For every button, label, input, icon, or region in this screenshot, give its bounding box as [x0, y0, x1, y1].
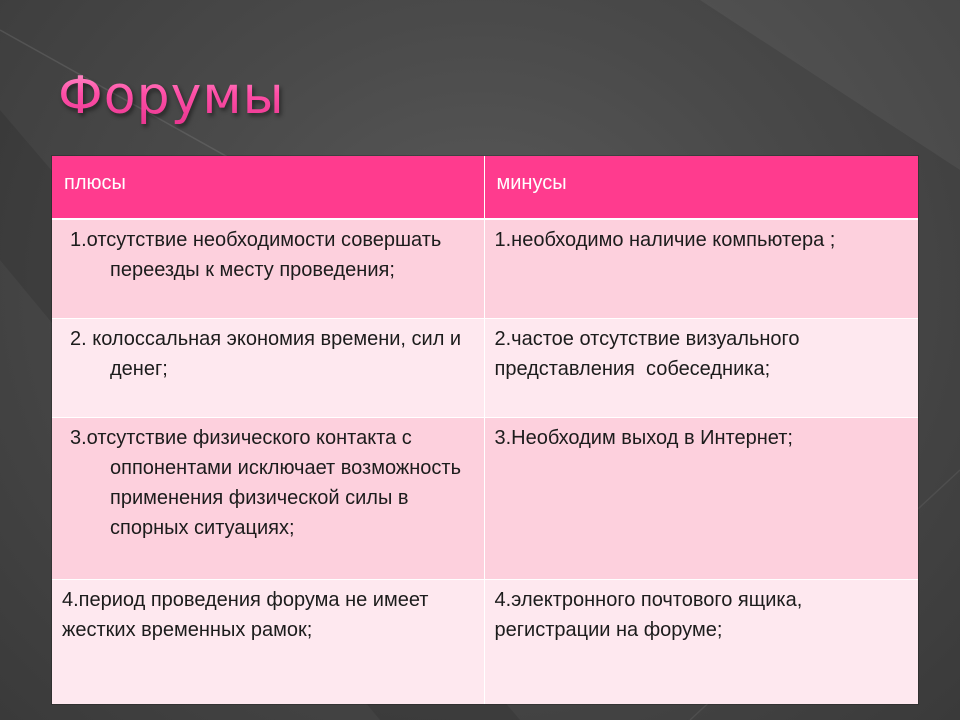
table-row: [52, 219, 918, 319]
pros-cell: [52, 580, 484, 705]
table-row: [52, 319, 918, 418]
pros-cell: [52, 418, 484, 580]
slide-title: Форумы: [58, 66, 285, 126]
table-row: [52, 418, 918, 580]
pros-text: 1.отсутствие необходимости совершать переезды к месту проведения;: [70, 229, 447, 281]
cons-text: 3.Необходим выход в Интернет;: [494, 427, 793, 449]
pros-text: 2. колоссальная экономия времени, сил и денег;: [70, 328, 467, 380]
pros-cell: [52, 219, 484, 319]
cons-text: 2.частое отсутствие визуального представления собеседника;: [494, 328, 806, 380]
pros-text: 4.период проведения форума не имеет жестких временных рамок;: [62, 589, 435, 641]
cons-text: 1.необходимо наличие компьютера ;: [494, 229, 836, 251]
pros-cons-table: [52, 156, 918, 704]
cons-cell: [484, 219, 918, 319]
background-band-right: [700, 0, 960, 170]
cons-cell: [484, 319, 918, 418]
table-header-row: [52, 156, 918, 219]
header-cons: минусы: [484, 156, 918, 219]
cons-text: 4.электронного почтового ящика, регистрации на форуме;: [494, 589, 808, 641]
pros-text: 3.отсутствие физического контакта с оппонентами исключает возможность применения физической силы в спорных ситуациях;: [70, 427, 467, 539]
header-pros: плюсы: [52, 156, 484, 219]
cons-cell: [484, 418, 918, 580]
table-row: [52, 580, 918, 705]
cons-cell: [484, 580, 918, 705]
pros-cell: [52, 319, 484, 418]
